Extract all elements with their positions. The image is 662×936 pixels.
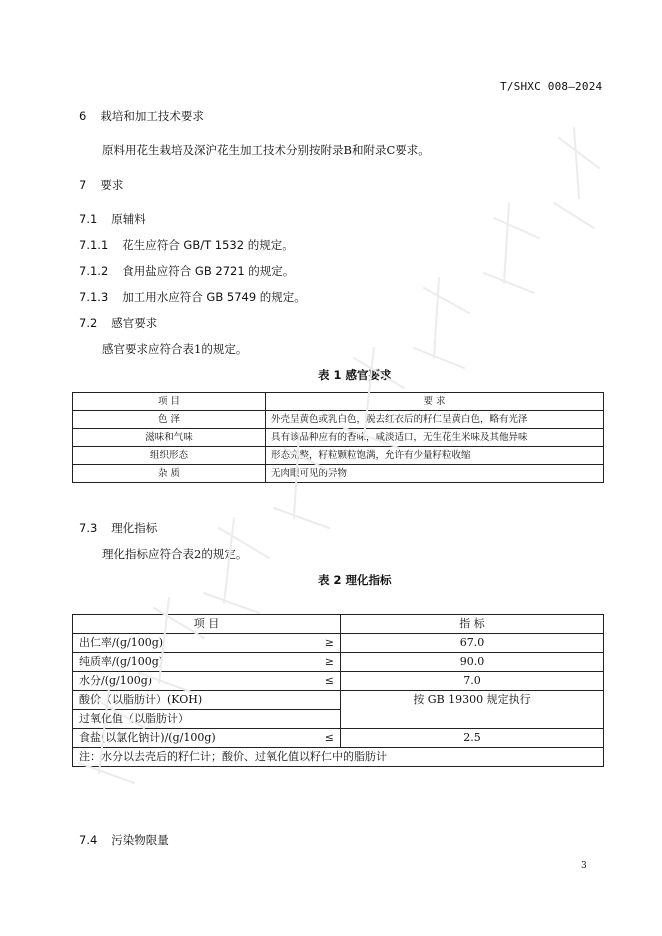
section-title: 感官要求	[111, 316, 158, 330]
value-cell: 2.5	[341, 729, 604, 748]
item-cell	[73, 710, 341, 729]
table-header-row	[73, 393, 604, 411]
clause-number: 7.1.1	[79, 238, 109, 252]
table-row	[73, 729, 604, 748]
item-cell: 滋味和气味	[73, 429, 266, 447]
requirement-cell: 外壳呈黄色或乳白色，脱去红衣后的籽仁呈黄白色，略有光泽	[266, 411, 604, 429]
comparison-symbol: ≥	[324, 655, 334, 668]
section-6-paragraph: 原料用花生栽培及深沪花生加工技术分别按附录B和附录C要求。	[102, 143, 430, 157]
item-cell	[73, 729, 341, 748]
table-2-caption: 表 2 理化指标	[318, 573, 392, 587]
header-cell: 项 目	[73, 615, 341, 634]
table-row	[73, 465, 604, 483]
header-cell: 项 目	[73, 393, 266, 411]
section-number: 7.4	[79, 833, 98, 847]
requirement-cell: 具有该品种应有的香味，咸淡适口，无生花生米味及其他异味	[266, 429, 604, 447]
comparison-symbol: ≥	[324, 636, 334, 649]
section-number: 7.1	[79, 212, 98, 226]
item-cell	[73, 691, 341, 710]
item-label: 酸价（以脂肪计）(KOH)	[79, 693, 203, 706]
clause-text: 花生应符合 GB/T 1532 的规定。	[122, 238, 294, 252]
requirement-cell: 形态完整，籽粒颗粒饱满，允许有少量籽粒收缩	[266, 447, 604, 465]
clause-number: 7.1.2	[79, 264, 109, 278]
clause-text: 食用盐应符合 GB 2721 的规定。	[122, 264, 295, 278]
item-label: 出仁率/(g/100g)	[79, 636, 164, 649]
item-label: 食盐(以氯化钠计)/(g/100g)	[79, 731, 216, 744]
item-cell	[73, 634, 341, 653]
section-title: 污染物限量	[111, 833, 169, 847]
table-row	[73, 653, 604, 672]
page-number: 3	[581, 861, 587, 871]
section-number: 7.3	[79, 521, 98, 535]
section-title: 理化指标	[111, 521, 158, 535]
table-row	[73, 429, 604, 447]
comparison-symbol: ≤	[324, 674, 334, 687]
item-cell: 组织形态	[73, 447, 266, 465]
section-7-4-heading	[79, 832, 169, 848]
table-row	[73, 691, 604, 710]
section-title: 原辅料	[111, 212, 146, 226]
value-cell: 按 GB 19300 规定执行	[341, 691, 604, 729]
section-number: 6	[79, 109, 87, 123]
header-cell: 要 求	[266, 393, 604, 411]
section-7-1-heading	[79, 211, 146, 227]
table-1-caption: 表 1 感官要求	[318, 368, 392, 382]
item-label: 水分/(g/100g)	[79, 674, 153, 687]
header-cell: 指 标	[341, 615, 604, 634]
comparison-symbol: ≤	[324, 731, 334, 744]
clause-number: 7.1.3	[79, 290, 109, 304]
value-cell: 90.0	[341, 653, 604, 672]
table-note-row	[73, 748, 604, 767]
value-cell: 67.0	[341, 634, 604, 653]
item-cell	[73, 672, 341, 691]
clause-text: 加工用水应符合 GB 5749 的规定。	[122, 290, 306, 304]
physicochemical-indicators-table	[72, 614, 604, 767]
document-id: T/SHXC 008—2024	[500, 80, 603, 93]
item-cell	[73, 653, 341, 672]
section-7-heading	[79, 177, 123, 193]
section-7-2-paragraph: 感官要求应符合表1的规定。	[102, 342, 248, 356]
table-row	[73, 634, 604, 653]
value-cell: 7.0	[341, 672, 604, 691]
table-note: 注：水分以去壳后的籽仁计；酸价、过氧化值以籽仁中的脂肪计	[73, 748, 604, 767]
table-row	[73, 672, 604, 691]
item-cell: 杂 质	[73, 465, 266, 483]
table-row	[73, 447, 604, 465]
section-6-heading	[79, 108, 204, 124]
section-number: 7.2	[79, 316, 98, 330]
section-7-3-heading	[79, 520, 157, 536]
section-7-3-paragraph: 理化指标应符合表2的规定。	[102, 547, 248, 561]
clause-7-1-2	[79, 263, 294, 279]
section-title: 栽培和加工技术要求	[100, 109, 204, 123]
clause-7-1-1	[79, 237, 294, 253]
item-cell: 色 泽	[73, 411, 266, 429]
section-7-2-heading	[79, 315, 157, 331]
item-label: 过氧化值（以脂肪计）	[79, 712, 189, 725]
section-title: 要求	[100, 178, 124, 192]
table-row	[73, 411, 604, 429]
sensory-requirements-table	[72, 392, 604, 483]
requirement-cell: 无肉眼可见的异物	[266, 465, 604, 483]
section-number: 7	[79, 178, 87, 192]
clause-7-1-3	[79, 289, 306, 305]
item-label: 纯质率/(g/100g)	[79, 655, 164, 668]
table-header-row	[73, 615, 604, 634]
